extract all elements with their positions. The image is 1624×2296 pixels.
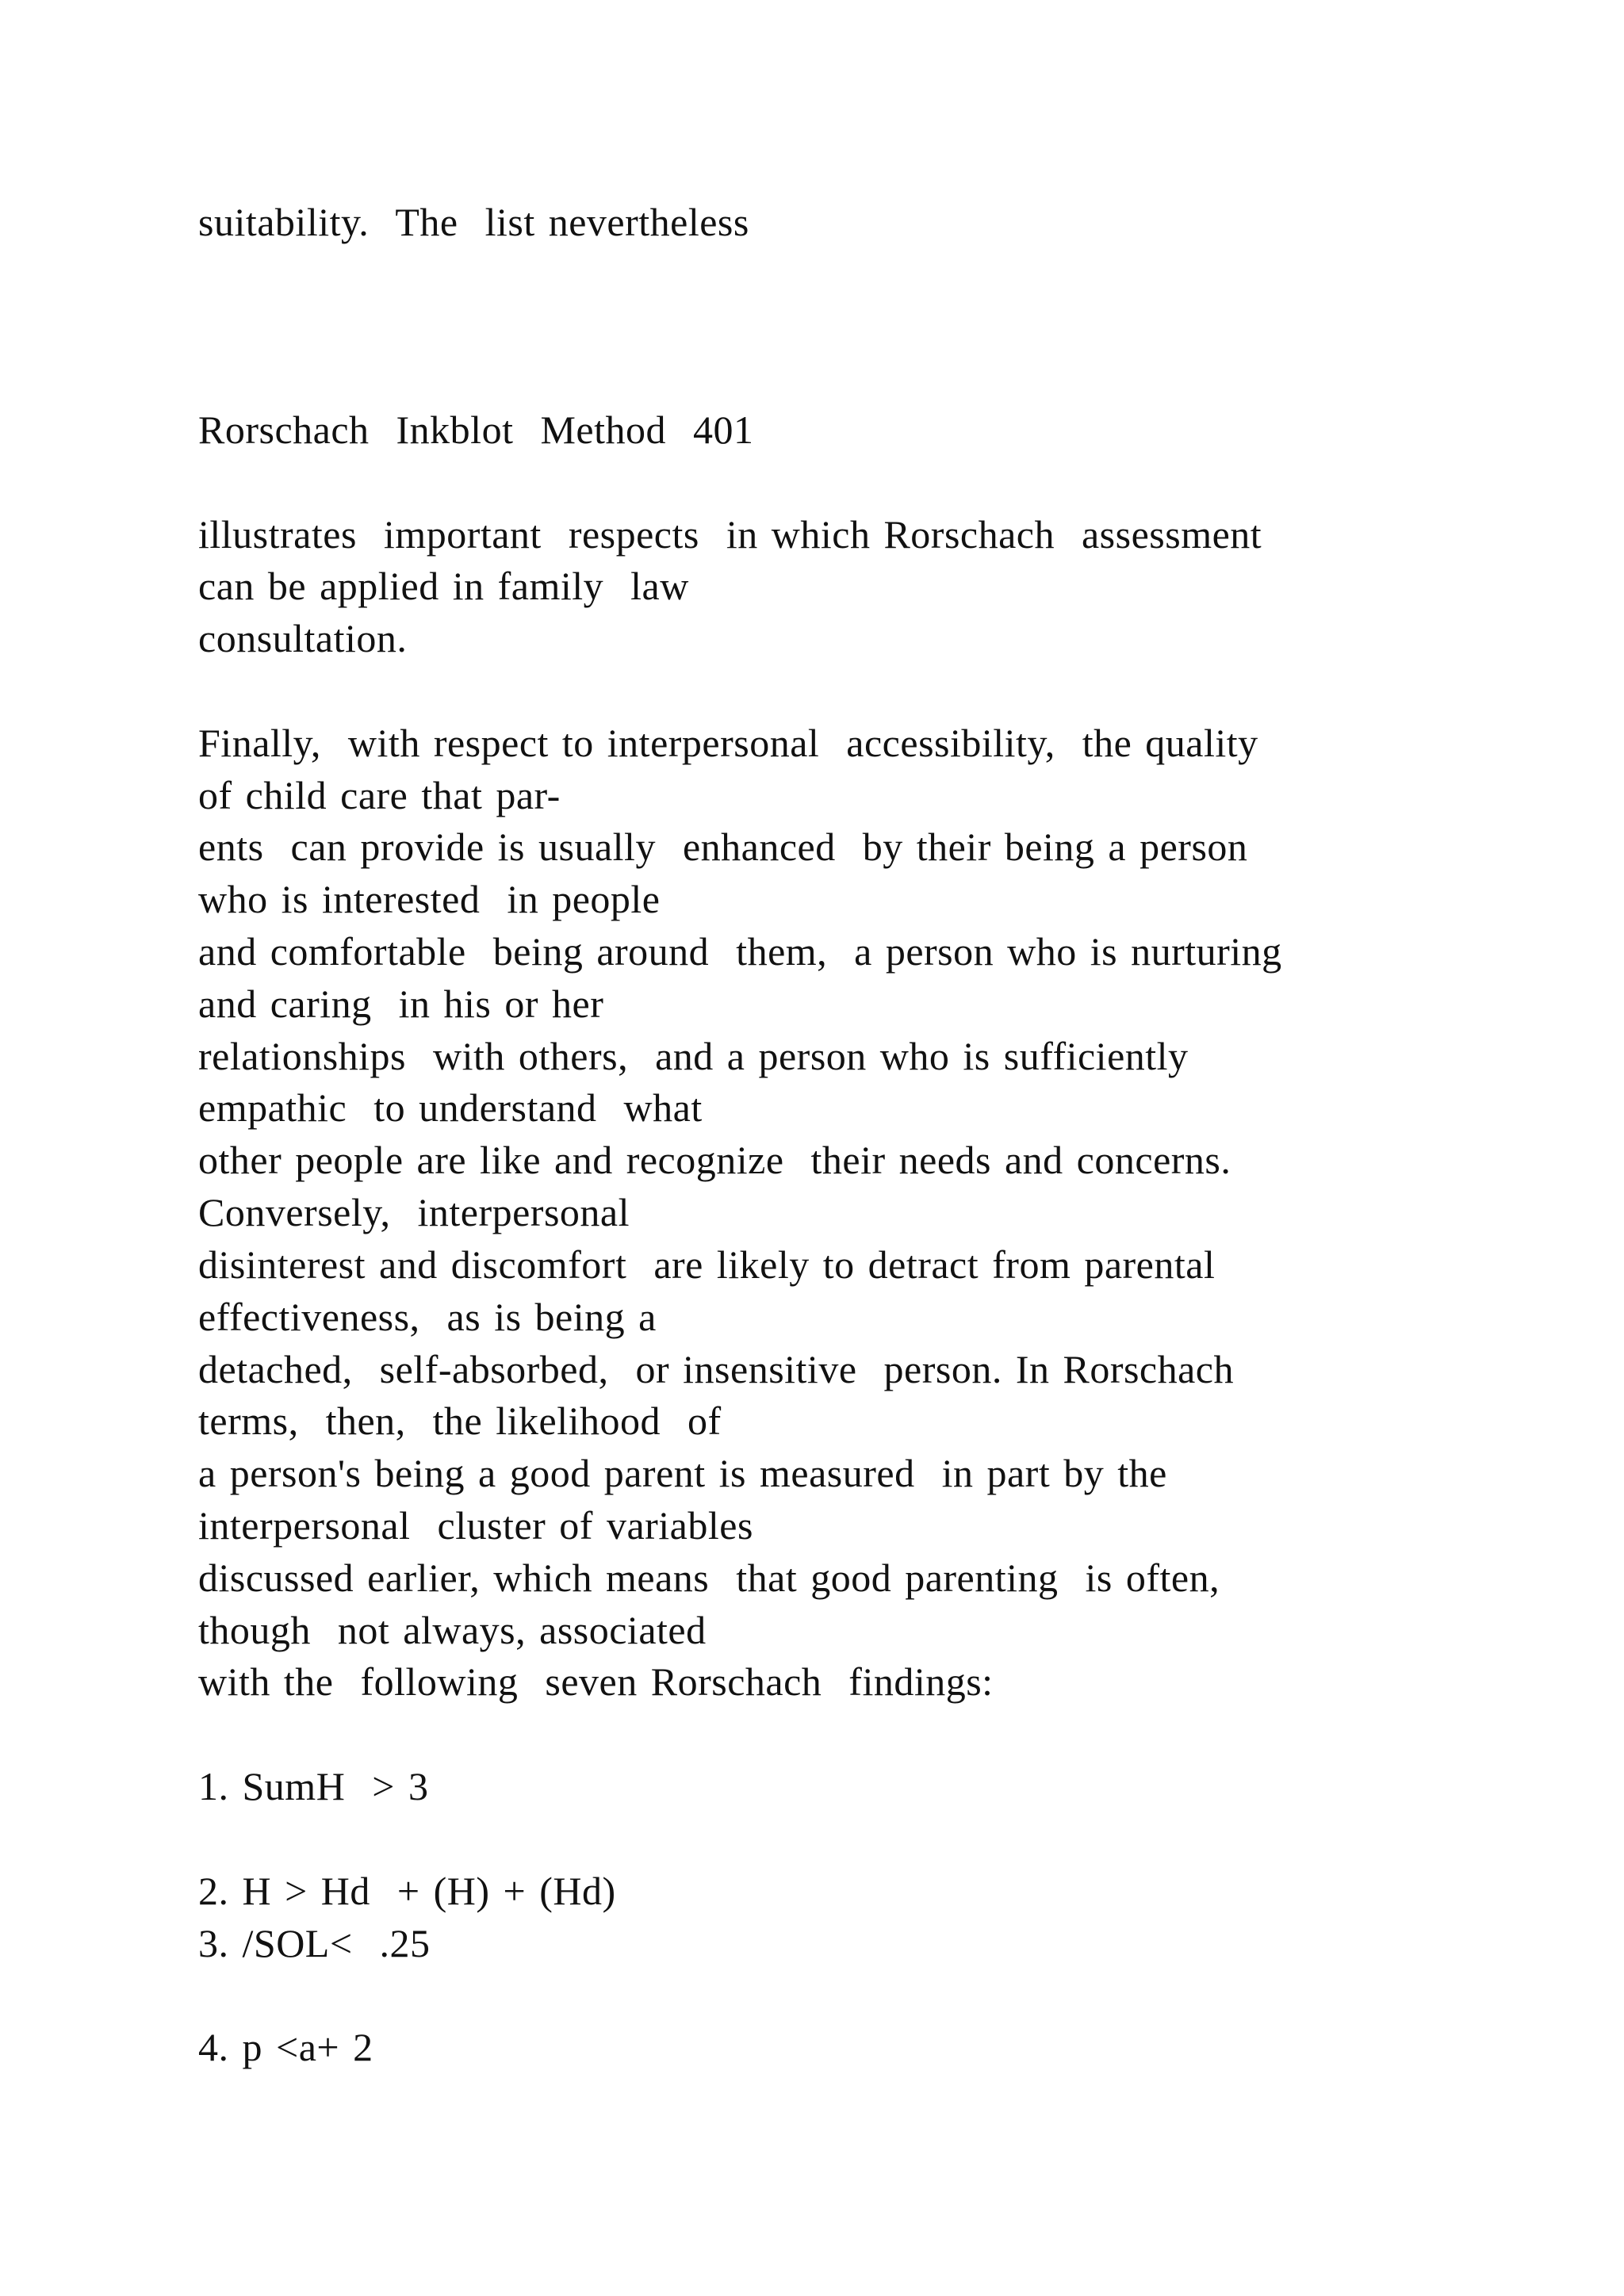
text-line: disinterest and discomfort are likely to detract from parental <box>198 1242 1216 1287</box>
list-item: 4. p <a+ 2 <box>198 2025 373 2069</box>
text-line: relationships with others, and a person who is sufficiently <box>198 1034 1189 1078</box>
text-line: and caring in his or her <box>198 982 604 1026</box>
text-line: effectiveness, as is being a <box>198 1295 657 1339</box>
text-line: with the following seven Rorschach findings: <box>198 1659 994 1704</box>
text-line: Conversely, interpersonal <box>198 1190 630 1234</box>
text-line: of child care that par- <box>198 773 561 817</box>
text-line: illustrates important respects in which Rorschach assessment <box>198 512 1262 557</box>
text-line: terms, then, the likelihood of <box>198 1399 722 1443</box>
text-line: Finally, with respect to interpersonal accessibility, the quality <box>198 721 1258 765</box>
text-line: suitability. The list nevertheless <box>198 200 749 244</box>
running-header: Rorschach Inkblot Method 401 <box>198 408 754 452</box>
text-line: can be applied in family law <box>198 564 689 608</box>
text-line: empathic to understand what <box>198 1085 703 1130</box>
text-line: detached, self-absorbed, or insensitive person. In Rorschach <box>198 1347 1235 1391</box>
text-line: ents can provide is usually enhanced by their being a person <box>198 825 1248 869</box>
list-item: 1. SumH > 3 <box>198 1764 429 1808</box>
list-item: 2. H > Hd + (H) + (Hd) <box>198 1869 616 1913</box>
list-item: 3. /SOL< .25 <box>198 1921 431 1965</box>
text-line: consultation. <box>198 616 408 660</box>
text-line: other people are like and recognize their needs and concerns. <box>198 1138 1231 1182</box>
text-line: who is interested in people <box>198 877 661 921</box>
text-line: and comfortable being around them, a person who is nurturing <box>198 929 1282 974</box>
text-line: a person's being a good parent is measured in part by the <box>198 1451 1167 1495</box>
text-line: interpersonal cluster of variables <box>198 1503 753 1548</box>
text-line: discussed earlier, which means that good parenting is often, <box>198 1556 1220 1600</box>
text-line: though not always, associated <box>198 1608 707 1652</box>
